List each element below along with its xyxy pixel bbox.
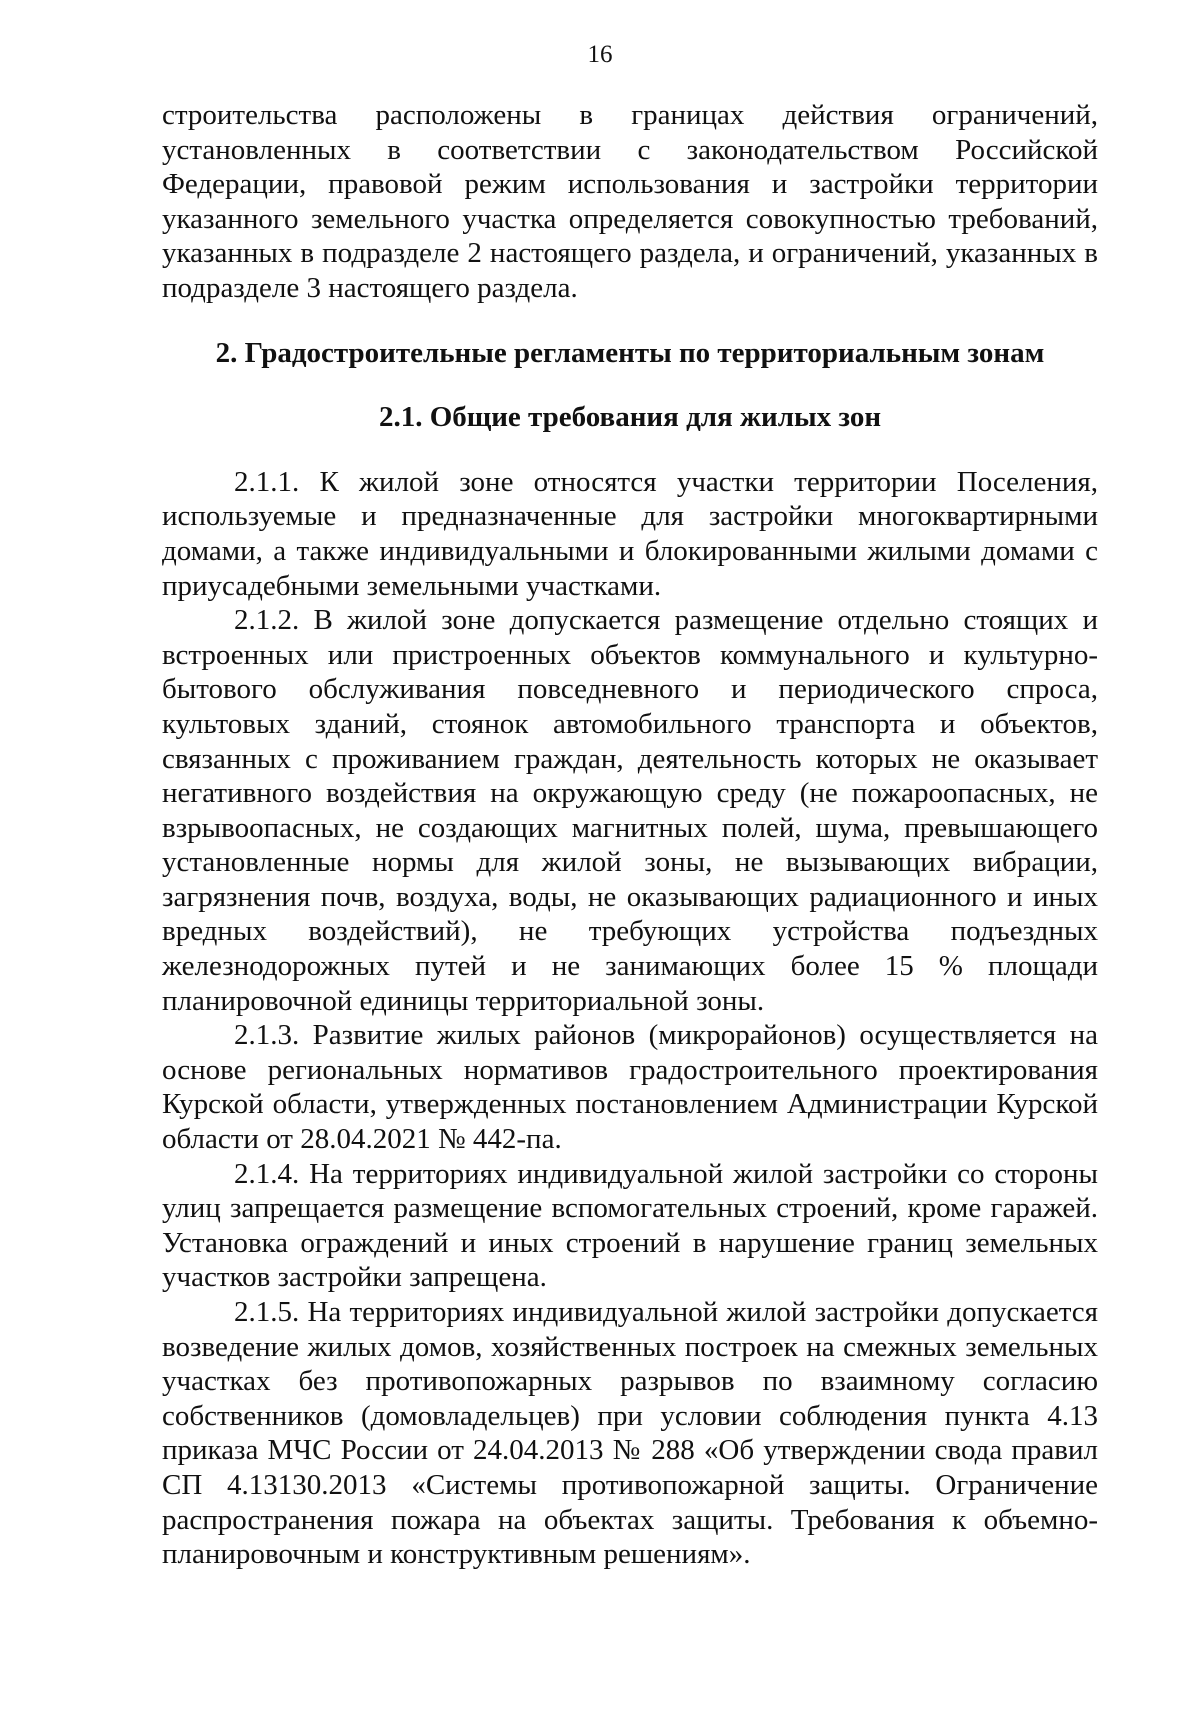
intro-paragraph: строительства расположены в границах действия ограничений, установленных в соответствии с законодательством Российской Федерации, правовой режим использования и застройки территории указанного земельного участка определяется совокупностью требований, указанных в подразделе 2 настоящего раздела, и ограничений, указанных в подразделе 3 настоящего раздела. [162, 99, 1098, 304]
clause-number: 2.1.5. [234, 1296, 300, 1328]
clause-2-1-3 [162, 1018, 1098, 1156]
clause-text: На территориях индивидуальной жилой застройки со стороны улиц запрещается размещение вспомогательных строений, кроме гаражей. Установка ограждений и иных строений в нарушение границ земельных участков застройки запрещена. [162, 1157, 1098, 1294]
clause-text: К жилой зоне относятся участки территории Поселения, используемые и предназначенные для застройки многоквартирными домами, а также индивидуальными и блокированными жилыми домами с приусадебными земельными участками. [162, 465, 1099, 602]
page-content [162, 98, 1098, 1572]
clause-number: 2.1.4. [234, 1157, 300, 1190]
subsection-heading: 2.1. Общие требования для жилых зон [378, 401, 882, 434]
clause-2-1-1 [162, 465, 1098, 603]
clause-number: 2.1.3. [234, 1019, 300, 1052]
clause-2-1-5 [162, 1295, 1098, 1572]
clause-number: 2.1.1. [234, 465, 300, 498]
page-number: 16 [587, 41, 613, 68]
clause-text: В жилой зоне допускается размещение отдельно стоящих и встроенных или пристроенных объектов коммунального и культурно-бытового обслуживания повседневного и периодического спроса, культовых зданий, стоянок автомобильного транспорта и объектов, связанных с проживанием граждан, деятельность которых не оказывает негативного воздействия на окружающую среду (не пожароопасных, не взрывоопасных, не создающих магнитных полей, шума, превышающего установленные нормы для жилой зоны, не вызывающих вибрации, загрязнения почв, воздуха, воды, не оказывающих радиационного и иных вредных воздействий), не требующих устройства подъездных железнодорожных путей и не занимающих более 15 % площади планировочной единицы территориальной зоны. [162, 604, 1099, 1017]
clause-2-1-4 [162, 1157, 1098, 1295]
clause-2-1-2 [162, 603, 1098, 1018]
clause-number: 2.1.2. [234, 604, 300, 637]
section-heading: 2. Градостроительные регламенты по территориальным зонам [215, 336, 1045, 369]
clause-text: На территориях индивидуальной жилой застройки допускается возведение жилых домов, хозяйственных построек на смежных земельных участках без противопожарных разрывов по взаимному согласию собственников (домовладельцев) при условии соблюдения пункта 4.13 приказа МЧС России от 24.04.2013 № 288 «Об утверждении свода правил СП 4.13130.2013 «Системы противопожарной защиты. Ограничение распространения пожара на объектах защиты. Требования к объемно-планировочным и конструктивным решениям». [162, 1296, 1099, 1571]
clause-text: Развитие жилых районов (микрорайонов) осуществляется на основе региональных нормативов градостроительного проектирования Курской области, утвержденных постановлением Администрации Курской области от 28.04.2021 № 442-па. [162, 1019, 1099, 1156]
